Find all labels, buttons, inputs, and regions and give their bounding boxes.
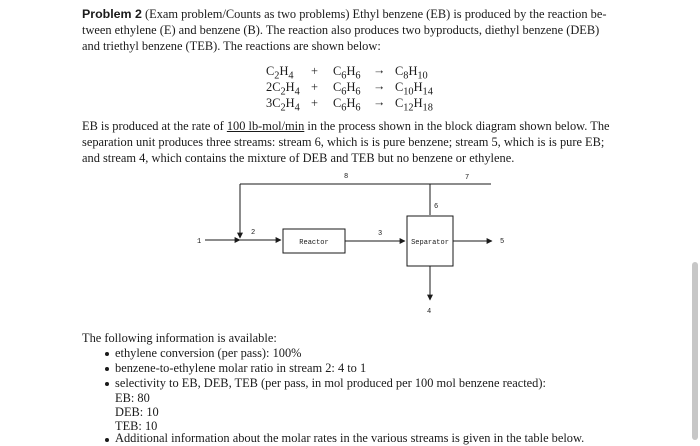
reaction-3-arrow: → [373, 95, 386, 109]
reaction-1-product: $C_8H_{10}$ [395, 64, 428, 82]
selectivity-eb: EB: 80 [115, 391, 150, 405]
stream-6-label: 6 [434, 203, 439, 211]
eb-rate: 100 lb-mol/min [226, 119, 305, 133]
bullet-dot-4 [105, 438, 109, 442]
separator-label: Separator [411, 239, 449, 247]
stream-8-label: 8 [344, 173, 349, 181]
selectivity-teb: TEB: 10 [115, 419, 158, 433]
stream-1-label: 1 [197, 238, 202, 246]
selectivity-deb: DEB: 10 [115, 405, 159, 419]
reaction-3-product: $C_{12}H_{18}$ [395, 96, 433, 114]
scrollbar-thumb[interactable] [692, 262, 698, 440]
info-bullet-3: selectivity to EB, DEB, TEB (per pass, in mol produced per 100 mol benzene reacted): [115, 376, 546, 390]
reactor-label: Reactor [299, 239, 329, 247]
bullet-dot-3 [105, 382, 109, 386]
reaction-3-coef: 3 [266, 96, 273, 110]
stream-4-label: 4 [427, 308, 432, 316]
eb-text-line-3: and stream 4, which contains the mixture of DEB and TEB but no benzene or ethylene. [82, 151, 515, 165]
bullet-dot-2 [105, 367, 109, 371]
reaction-2-product: $C_{10}H_{14}$ [395, 80, 433, 98]
reaction-1-arrow: → [373, 63, 386, 77]
info-bullet-2: benzene-to-ethylene molar ratio in stream 2: 4 to 1 [115, 361, 367, 375]
reaction-2: $2C_2H_4$ [266, 80, 300, 98]
reaction-2-arrow: → [373, 79, 386, 93]
eb-text-line-2: separation unit produces three streams: stream 6, which is is pure benzene; stream 5, which is is pure EB; [82, 135, 605, 149]
problem-line-2: tween ethylene (E) and benzene (B). The reaction also produces two byproducts, diethyl benzene (DEB) [82, 23, 600, 37]
reaction-2-plus: + [311, 80, 318, 94]
reaction-1-plus: + [311, 64, 318, 78]
bullet-dot-1 [105, 352, 109, 356]
problem-title: Problem 2 [82, 7, 142, 21]
eb-text-post: in the process shown in the block diagram shown below. The [304, 119, 610, 133]
info-heading: The following information is available: [82, 331, 277, 345]
problem-line-3: and triethyl benzene (TEB). The reactions are shown below: [82, 39, 381, 53]
reaction-3-plus: + [311, 96, 318, 110]
info-bullet-1: ethylene conversion (per pass): 100% [115, 346, 302, 360]
problem-line-1: (Exam problem/Counts as two problems) Ethyl benzene (EB) is produced by the reaction be- [145, 7, 607, 21]
stream-7-label: 7 [465, 174, 470, 182]
reaction-1-reactant1: $C_2H_4$ [266, 64, 294, 82]
reaction-3: $3C_2H_4$ [266, 96, 300, 114]
stream-5-label: 5 [500, 238, 505, 246]
reaction-1-reactant2: $C_6H_6$ [333, 64, 361, 82]
stream-3-label: 3 [378, 230, 383, 238]
stream-2-label: 2 [251, 229, 256, 237]
reaction-3-reactant2: $C_6H_6$ [333, 96, 361, 114]
eb-text-pre: EB is produced at the rate of [82, 119, 227, 133]
info-bullet-4: Additional information about the molar rates in the various streams is given in the table below. [115, 431, 585, 445]
reaction-2-coef: 2 [266, 80, 273, 94]
reaction-2-reactant2: $C_6H_6$ [333, 80, 361, 98]
